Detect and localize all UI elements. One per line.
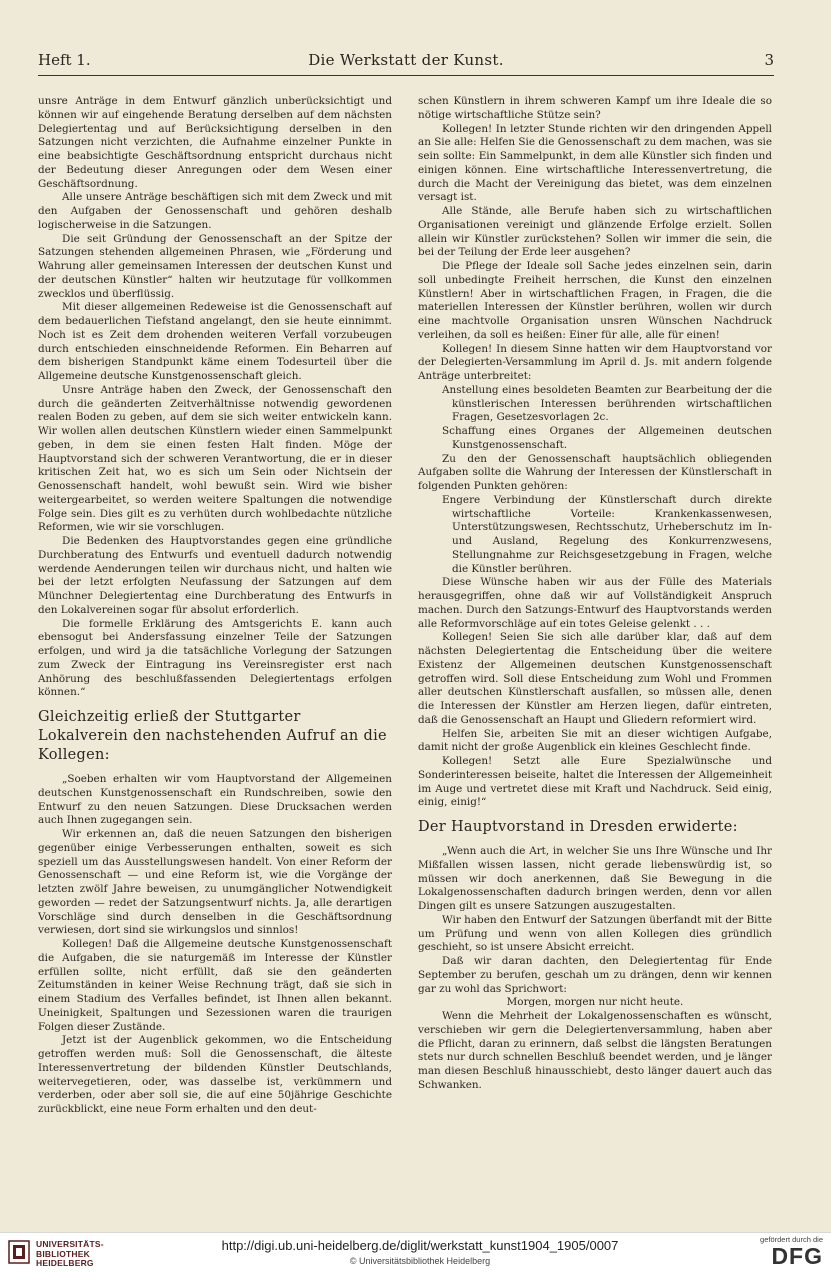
section-heading: Gleichzeitig erließ der Stuttgarter Lokalverein den nachstehenden Aufruf an die Kollegen: <box>38 709 387 763</box>
issue-label: Heft 1. <box>38 51 91 69</box>
library-name <box>36 1240 104 1269</box>
paragraph: Jetzt ist der Augenblick gekommen, wo die Entscheidung getroffen werden muß: Soll die Genossenschaft, die älteste Interessenvertretung der bildenden Künstler Deutschlands, weitervegetieren, oder, was dasselbe ist, verkümmern und verderben, oder aber soll sie, die auf eine 50jährige Geschichte zurückblickt, eine neue Form erhalten und den deut- <box>38 1034 392 1115</box>
paragraph: Daß wir daran dachten, den Delegiertentag für Ende September zu berufen, geschah um zu drängen, denn wir kennen gar zu wohl das Sprichwort: <box>418 955 772 995</box>
proverb-line: Morgen, morgen nur nicht heute. <box>506 996 684 1009</box>
paragraph: Die Pflege der Ideale soll Sache jedes einzelnen sein, darin soll unbedingte Freiheit herrschen, die Kunst den einzelnen Künstlern! Aber in wirtschaftlichen Fragen, in Fragen, die die materiellen Interessen der Künstler berühren, wollen wir durch eine machtvolle Organisation unsren Wünschen Nachdruck verleihen, da soll es heißen: Einer für alle, alle für einen! <box>418 260 772 341</box>
permalink-url[interactable]: http://digi.ub.uni-heidelberg.de/diglit/werkstatt_kunst1904_1905/0007 <box>221 1238 619 1253</box>
paragraph: Kollegen! In letzter Stunde richten wir den dringenden Appell an Sie alle: Helfen Sie die Genossenschaft zu dem machen, was sie sein sollte: Ein Sammelpunkt, in dem alle Künstler sich finden und einigen können. Eine wirtschaftliche Interessenvertretung, die durch die Macht der Vereinigung das bietet, was dem einzelnen versagt ist. <box>418 122 772 204</box>
dfg-funding-logo[interactable] <box>727 1235 823 1269</box>
left-column <box>38 95 392 1187</box>
paragraph: Wenn die Mehrheit der Lokalgenossenschaften es wünscht, verschieben wir gern die Delegiertenversammlung, haben aber die Pflicht, daran zu erinnern, daß selbst die längsten Beratungen stets nur durch schnellen Beschluß beendet werden, und je länger man diesen Beschluß hinausschiebt, desto länger dauert auch das Schwanken. <box>418 1010 772 1091</box>
paragraph: Die Bedenken des Hauptvorstandes gegen eine gründliche Durchberatung des Entwurfs und eventuell dadurch notwendig werdende Aenderungen teilen wir durchaus nicht, und halten wie bei der letzt erfolgten Neufassung der Satzungen auf dem Münchner Delegiertentag eine Durchberatung des Entwurfs in den Lokalvereinen sogar für absolut erforderlich. <box>38 535 392 616</box>
paragraph: „Soeben erhalten wir vom Hauptvorstand der Allgemeinen deutschen Kunstgenossenschaft ein Rundschreiben, sowie den Entwurf zu den neuen Satzungen. Diese Drucksachen werden auch Ihnen zugegangen sein. <box>38 773 392 827</box>
header-rule <box>38 75 774 76</box>
list-item: Schaffung eines Organes der Allgemeinen deutschen Kunstgenossenschaft. <box>442 425 772 451</box>
running-header <box>38 48 774 72</box>
paragraph: „Wenn auch die Art, in welcher Sie uns Ihre Wünsche und Ihr Mißfallen wissen lassen, nicht gerade liebenswürdig ist, so müssen wir doch anerkennen, daß Sie Bewegung in die Lokalgenossenschaften dadurch bringen werden, denn vor allen Dingen gilt es unsere Satzungen auszugestalten. <box>418 845 772 912</box>
list-item: Engere Verbindung der Künstlerschaft durch direkte wirtschaftliche Vorteile: Krankenkassenwesen, Unterstützungswesen, Rechtsschutz, Urheberschutz im In- und Ausland, Regelung des Konkurrenzwesens, Stellungnahme zur Reichsgesetzgebung in Fragen, welche die Künstler berühren. <box>442 493 772 575</box>
paragraph: Unsre Anträge haben den Zweck, der Genossenschaft den durch die geänderten Zeitverhältnisse notwendig gewordenen realen Boden zu geben, auf dem sie sich weiter entwickeln kann. Wir wollen allen deutschen Künstlern wieder einen Sammelpunkt geben, in dem sie einen festen Halt finden. Möge der Hauptvorstand sich der schweren Verantwortung, die er in dieser kritischen Zeit hat, wo es sich um Sein oder Nichtsein der Genossenschaft handelt, wohl bewußt sein. Wird wie bisher weitergearbeitet, so werden weitere Spaltungen die notwendige Folge sein. Dies gilt es zu verhüten durch wohlbedachte nützliche Reformen, wie wir sie vorschlugen. <box>38 383 392 534</box>
university-seal-icon <box>8 1240 30 1264</box>
dfg-logo-text: DFG <box>771 1243 823 1269</box>
paragraph: Kollegen! In diesem Sinne hatten wir dem Hauptvorstand vor der Delegierten-Versammlung im April d. Js. mit andern folgende Anträge unterbreitet: <box>418 342 772 382</box>
paragraph: Kollegen! Setzt alle Eure Spezialwünsche und Sonderinteressen beiseite, haltet die Interessen der Allgemeinheit im Auge und vertretet diese mit Kraft und Nachdruck. Seid einig, einig, einig!“ <box>418 755 772 809</box>
section-heading: Der Hauptvorstand in Dresden erwiderte: <box>418 819 738 835</box>
page-number: 3 <box>764 51 774 69</box>
copyright-notice: © Universitätsbibliothek Heidelberg <box>349 1256 491 1266</box>
library-logo[interactable] <box>8 1240 128 1268</box>
paragraph: Mit dieser allgemeinen Redeweise ist die Genossenschaft auf dem bedauerlichen Tiefstand angelangt, den sie heute einnimmt. Noch ist es Zeit dem drohenden weiteren Verfall vorzubeugen durch entschieden einschneidende Reformen. Ein Beharren auf dem bisherigen Standpunkt käme einem Todesurteil über die Allgemeine deutsche Kunstgenossenschaft gleich. <box>38 301 392 382</box>
journal-title: Die Werkstatt der Kunst. <box>308 51 504 69</box>
paragraph: Kollegen! Daß die Allgemeine deutsche Kunstgenossenschaft die Aufgaben, die sie naturgemäß im Interesse der Künstler erfüllen sollte, nicht erfüllt, daß sie den geänderten Zeitumständen in keiner Weise Rechnung trägt, daß sie sich in einem Stadium des Verfalles befindet, ist Ihnen allen bekannt. Uneinigkeit, Spaltungen und Sezessionen waren die traurigen Folgen dieser Zustände. <box>38 938 392 1033</box>
paragraph: Kollegen! Seien Sie sich alle darüber klar, daß auf dem nächsten Delegiertentag die Entscheidung über die weitere Existenz der Allgemeinen deutschen Kunstgenossenschaft getroffen wird. Soll diese Entscheidung zum Wohl und Frommen aller deutschen Künstlerschaft ausfallen, so müssen alle, denen die Interessen der Künstler am Herzen liegen, dafür eintreten, daß die Genossenschaft an Haupt und Gliedern reformiert wird. <box>418 631 772 726</box>
paragraph: Alle Stände, alle Berufe haben sich zu wirtschaftlichen Organisationen vereinigt und glänzende Erfolge erzielt. Sollen allein wir Künstler zurückstehen? Sollen wir immer die sein, die bei der Teilung der Erde leer ausgehen? <box>418 205 772 259</box>
library-name-line-1: UNIVERSITÄTS- <box>36 1239 104 1249</box>
paragraph: Die formelle Erklärung des Amtsgerichts E. kann auch ebensogut bei Andersfassung einzelner Teile der Satzungen erfolgen, und wird ja die tatsächliche Vorlegung der Satzungen zum Zweck der Eintragung ins Vereinsregister erst nach Anhörung des beschlußfassenden Delegiertentags erfolgen können.“ <box>38 617 392 699</box>
library-name-line-2: BIBLIOTHEK <box>36 1248 90 1259</box>
paragraph: Wir erkennen an, daß die neuen Satzungen den bisherigen gegenüber einige Verbesserungen enthalten, soweit es sich speziell um das Ausstellungswesen handelt. Von einer Reform der Genossenschaft — und eine Reform ist, wie die Vorgänge der letzten zwölf Jahre beweisen, zu unumgänglicher Notwendigkeit geworden — redet der Satzungsentwurf nichts. Ja, alle derartigen Vorschläge sind durch denselben in die Geschäftsordnung verwiesen, dort sind sie wirkungslos und sinnlos! <box>38 828 392 937</box>
paragraph: Die seit Gründung der Genossenschaft an der Spitze der Satzungen stehenden allgemeinen Phrasen, wie „Förderung und Wahrung aller gemeinsamen Interessen der deutschen Kunst und der deutschen Künstler“ halten wir heutzutage für vollkommen zwecklos und überflüssig. <box>38 232 392 300</box>
paragraph: Wir haben den Entwurf der Satzungen überfandt mit der Bitte um Prüfung und wenn von allen Kollegen dies gründlich geschieht, so ist unsere Absicht erreicht. <box>418 913 772 954</box>
funding-caption: gefördert durch die <box>760 1235 823 1244</box>
paragraph: Helfen Sie, arbeiten Sie mit an dieser wichtigen Aufgabe, damit nicht der große Augenblick ein kleines Geschlecht finde. <box>418 727 772 754</box>
paragraph: Alle unsere Anträge beschäftigen sich mit dem Zweck und mit den Aufgaben der Genossenschaft und gehören deshalb logischerweise in die Satzungen. <box>38 191 392 231</box>
library-name-line-3: HEIDELBERG <box>36 1258 94 1268</box>
viewer-footer <box>0 1232 831 1272</box>
paragraph: schen Künstlern in ihrem schweren Kampf um ihre Ideale die so nötige wirtschaftliche Stütze sein? <box>418 95 772 121</box>
paragraph: Diese Wünsche haben wir aus der Fülle des Materials herausgegriffen, ohne daß wir auf Vollständigkeit Anspruch machen. Durch den Satzungs-Entwurf des Hauptvorstands werden alle Reformvorschläge auf ein totes Geleise gelenkt . . . <box>418 576 772 630</box>
list-item: Anstellung eines besoldeten Beamten zur Bearbeitung der die künstlerischen Interessen berührenden wirtschaftlichen Fragen, Gesetzesvorlagen 2c. <box>442 383 772 424</box>
paragraph: unsre Anträge in dem Entwurf gänzlich unberücksichtigt und können wir auf eingehende Beratung derselben auf dem nächsten Delegiertentag und auf Berücksichtigung derselben in den Satzungen nicht verzichten, die Aufnahme einzelner Punkte in eine beabsichtigte Geschäftsordnung entspricht durchaus nicht der Bedeutung dieser Anregungen oder dem Wesen einer Geschäftsordnung. <box>38 95 392 190</box>
right-column <box>418 95 772 1187</box>
paragraph: Zu den der Genossenschaft hauptsächlich obliegenden Aufgaben sollte die Wahrung der Interessen der Künstlerschaft in folgenden Punkten gehören: <box>418 452 772 492</box>
